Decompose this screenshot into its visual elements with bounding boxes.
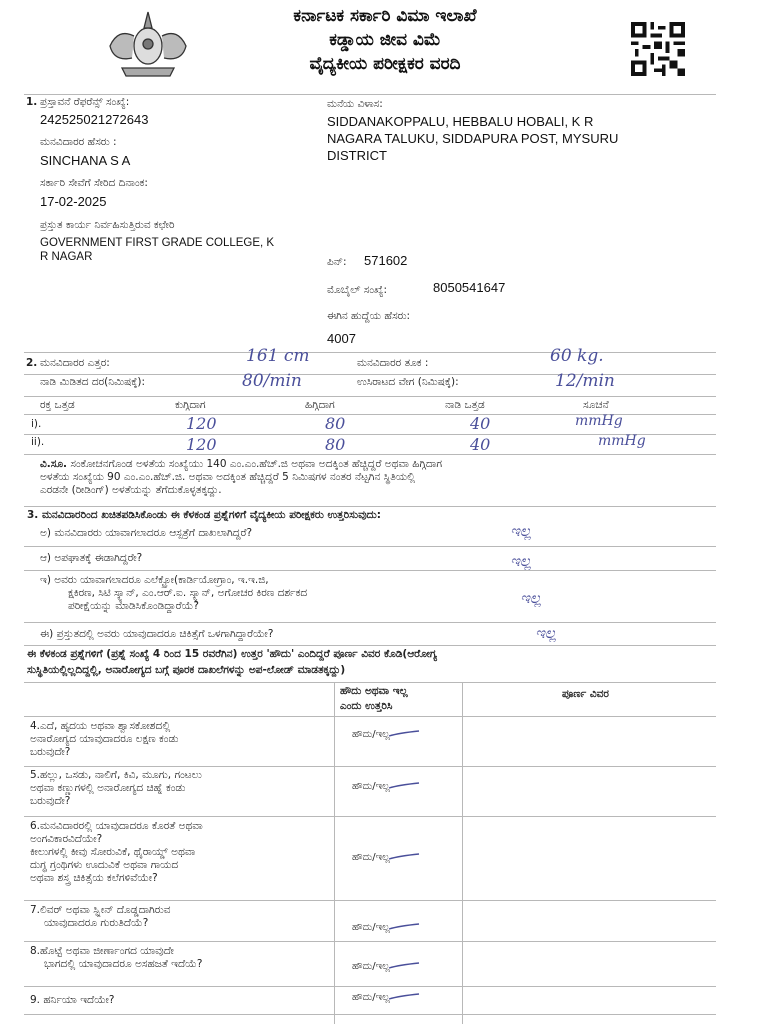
q6-line5: ಅಥವಾ ಶಸ್ತ್ರ ಚಿಕಿತ್ಸೆಯ ಕಲೆಗಳಿವೆಯೇ? bbox=[30, 872, 158, 884]
pulse-rate-value: 80/min bbox=[242, 371, 302, 391]
q6-rule bbox=[24, 816, 716, 817]
bp-row2-systolic: 120 bbox=[186, 435, 217, 454]
q9-answer bbox=[352, 992, 421, 1003]
bp-row2-label: ii). bbox=[31, 436, 45, 448]
bp-row1-label: i). bbox=[31, 418, 42, 430]
q6-deformity bbox=[30, 820, 330, 885]
q4-line1: 4.ಎದೆ, ಹೃದಯ ಅಥವಾ ಶ್ವಾಸಕೋಶದಲ್ಲಿ bbox=[30, 720, 171, 732]
q6-line1: 6.ಮನವಿದಾರರಲ್ಲಿ ಯಾವುದಾದರೂ ಕೊರತೆ ಅಥವಾ bbox=[30, 820, 203, 832]
q3c-line3: ಪರೀಕ್ಷೆಯನ್ನು ಮಾಡಿಸಿಕೊಂಡಿದ್ದಾರೆಯೆ? bbox=[68, 600, 199, 612]
current-office-value-line1: GOVERNMENT FIRST GRADE COLLEGE, K bbox=[40, 237, 275, 249]
weight-label: ಮನವಿದಾರರ ತೂಕ : bbox=[357, 357, 429, 369]
bp-note-prefix: ವಿ.ಸೂ. bbox=[40, 458, 68, 470]
q4-rule bbox=[24, 716, 716, 717]
respiration-rate-label: ಉಸಿರಾಟದ ವೇಗ (ನಿಮಿಷಕ್ಕೆ): bbox=[357, 376, 459, 388]
bp-row1-systolic: 120 bbox=[186, 414, 217, 433]
q8-line1: 8.ಹೊಟ್ಟೆ ಅಥವಾ ಜೀರ್ಣಾಂಗದ ಯಾವುದೇ bbox=[30, 945, 174, 957]
table-col2-header-line2: ಎಂದು ಉತ್ತರಿಸಿ bbox=[340, 700, 393, 712]
q5-strike-mark bbox=[387, 781, 421, 791]
bp-row1-remarks: mmHg bbox=[575, 413, 623, 429]
service-join-date-value: 17-02-2025 bbox=[40, 194, 107, 209]
home-address-line3: DISTRICT bbox=[327, 148, 387, 163]
header-title-line1: ಕರ್ನಾಟಕ ಸರ್ಕಾರಿ ವಿಮಾ ಇಲಾಖೆ bbox=[293, 6, 477, 26]
q3c-rule bbox=[24, 570, 716, 571]
q3d-rule bbox=[24, 622, 716, 623]
q3b-answer: ಇಲ್ಲ bbox=[510, 552, 532, 570]
bp-row2-remarks: mmHg bbox=[598, 433, 646, 449]
q7-strike-mark bbox=[387, 922, 421, 932]
emblem-logo bbox=[104, 6, 192, 80]
q8-strike-mark bbox=[387, 961, 421, 971]
q7-answer bbox=[352, 922, 421, 933]
table-top-rule bbox=[24, 682, 716, 683]
pin-label: ಪಿನ್: bbox=[327, 256, 347, 268]
applicant-name-value: SINCHANA S A bbox=[40, 153, 131, 168]
q8-rule bbox=[24, 941, 716, 942]
q7-line1: 7.ಲಿವರ್ ಅಥವಾ ಸ್ಪ್ಲೀನ್ ದೊಡ್ಡದಾಗಿರುವ bbox=[30, 904, 171, 916]
q9-yes-no-label: ಹೌದು/ಇಲ್ಲ bbox=[352, 992, 390, 1003]
q9-hernia: 9. ಹರ್ನಿಯಾ ಇದೆಯೇ? bbox=[30, 994, 115, 1006]
q5-line3: ಬರುವುದೇ? bbox=[30, 795, 71, 807]
q3d-current-treatment: ಈ) ಪ್ರಸ್ತುತದಲ್ಲಿ ಅವರು ಯಾವುದಾದರೂ ಚಿಕಿತ್ಸೆಗೆ ಒಳಗಾಗಿದ್ದಾರೆಯೇ? bbox=[40, 628, 274, 640]
proposal-ref-value: 242525021272643 bbox=[40, 112, 149, 127]
q6-line3: ಕೀಲುಗಳಲ್ಲಿ ಕೀವು ಸೋರುವಿಕೆ, ಥೈರಾಯ್ಡ್ ಅಥವಾ bbox=[30, 846, 196, 858]
bp-row1-diastolic: 80 bbox=[325, 414, 346, 433]
section2-top-rule bbox=[24, 352, 716, 353]
respiration-rate-value: 12/min bbox=[555, 371, 615, 391]
bp-row2-diastolic: 80 bbox=[325, 435, 346, 454]
section1-number: 1. bbox=[26, 96, 38, 108]
pulse-rate-label: ನಾಡಿ ಮಿಡಿತದ ದರ(ನಿಮಿಷಕ್ಕೆ): bbox=[40, 376, 146, 388]
current-office-label: ಪ್ರಸ್ತುತ ಕಾರ್ಯ ನಿರ್ವಹಿಸುತ್ತಿರುವ ಕಛೇರಿ bbox=[40, 219, 175, 231]
current-post-value: 4007 bbox=[327, 331, 356, 346]
home-address-line1: SIDDANAKOPPALU, HEBBALU HOBALI, K R bbox=[327, 114, 594, 129]
q4-answer bbox=[352, 729, 421, 740]
bp-note-line1: ಸಂಕೋಚನಗೊಂಡ ಅಳತೆಯ ಸಂಖ್ಯೆಯು 140 ಎಂ.ಎಂ.ಹೆಚ್.ಜಿ ಅಥವಾ ಅದಕ್ಕಿಂತ ಹೆಚ್ಚಿದ್ದರೆ ಅಥವಾ ಹಿಗ್ಗಿದಾಗ bbox=[70, 458, 443, 470]
height-value: 161 cm bbox=[246, 346, 310, 366]
q5-answer bbox=[352, 781, 421, 792]
q5-yes-no-label: ಹೌದು/ಇಲ್ಲ bbox=[352, 781, 390, 792]
q6-line2: ಅಂಗವಿಕಾರವಿದೆಯೇ? bbox=[30, 833, 103, 845]
q3c-line2: ಕ್ಷಕಿರಣ, ಸಿಟಿ ಸ್ಕ್ಯಾನ್, ಎಂ.ಆರ್.ಐ. ಸ್ಕ್ಯಾನ್, ಅಗೋಚರ ಕಿರಣ ದರ್ಶಕದ bbox=[68, 587, 308, 599]
bp-header-rule bbox=[24, 396, 716, 397]
current-post-label: ಈಗಿನ ಹುದ್ದೆಯ ಹೆಸರು: bbox=[327, 310, 411, 322]
q6-line4: ದುಗ್ಧ ಗ್ರಂಥಿಗಳು ಊದುವಿಕೆ ಅಥವಾ ಗಾಯದ bbox=[30, 859, 179, 871]
section2-number: 2. bbox=[26, 357, 38, 369]
q6-answer bbox=[352, 852, 421, 863]
q4-yes-no-label: ಹೌದು/ಇಲ್ಲ bbox=[352, 729, 390, 740]
q9-rule bbox=[24, 986, 716, 987]
q8-yes-no-label: ಹೌದು/ಇಲ್ಲ bbox=[352, 961, 390, 972]
instructions-line1: ಈ ಕೆಳಕಂಡ ಪ್ರಶ್ನೆಗಳಿಗೆ (ಪ್ರಶ್ನೆ ಸಂಖ್ಯೆ 4 ರಿಂದ 15 ರವರೆಗಿನ) ಉತ್ತರ 'ಹೌದು' ಎಂದಿದ್ದರೆ ಪೂರ್ಣ ವಿವರ ಕೊಡಿ(ಆರೋಗ್ಯ bbox=[27, 648, 437, 660]
mobile-value: 8050541647 bbox=[433, 280, 506, 295]
bp-note-line2: ಅಳತೆಯ ಸಂಖ್ಯೆಯ 90 ಎಂ.ಎಂ.ಹೆಚ್.ಜಿ. ಅಥವಾ ಅದಕ್ಕಿಂತ ಹೆಚ್ಚಿದ್ದರೆ 5 ನಿಮಿಷಗಳ ನಂತರ ನೆಟ್ಟಗಿನ ಸ್ಥಿತಿಯಲ್ಲಿ bbox=[40, 471, 416, 483]
pin-value: 571602 bbox=[364, 253, 408, 268]
q3a-hospitalized: ಅ) ಮನವಿದಾರರು ಯಾವಾಗಲಾದರೂ ಆಸ್ಪತ್ರೆಗೆ ದಾಖಲಾಗಿದ್ದರೆ? bbox=[40, 527, 253, 539]
q7-yes-no-label: ಹೌದು/ಇಲ್ಲ bbox=[352, 922, 390, 933]
section3-top-rule bbox=[24, 506, 716, 507]
table-col3-header: ಪೂರ್ಣ ವಿವರ bbox=[562, 688, 609, 700]
q5-line1: 5.ಹಲ್ಲು, ಒಸಡು, ನಾಲಿಗೆ, ಕಿವಿ, ಮೂಗು, ಗಂಟಲು bbox=[30, 769, 202, 781]
q6-strike-mark bbox=[387, 852, 421, 862]
height-label: ಮನವಿದಾರರ ಎತ್ತರ: bbox=[40, 357, 110, 369]
bp-note bbox=[40, 458, 710, 497]
q7-rule bbox=[24, 900, 716, 901]
table-col-divider-1 bbox=[334, 682, 335, 1024]
q3c-answer: ಇಲ್ಲ bbox=[520, 589, 542, 607]
section3-heading: 3. ಮನವಿದಾರರಿಂದ ಖಚಿತಪಡಿಸಿಕೊಂಡು ಈ ಕೆಳಕಂಡ ಪ್ರಶ್ನೆಗಳಿಗೆ ವೈದ್ಯಕೀಯ ಪರೀಕ್ಷಕರು ಉತ್ತರಿಸುವುದು: bbox=[27, 509, 381, 521]
weight-value: 60 kg. bbox=[550, 346, 604, 366]
instructions-top-rule bbox=[24, 645, 716, 646]
mobile-label: ಮೊಬೈಲ್ ಸಂಖ್ಯೆ: bbox=[327, 284, 388, 296]
q7-line2: ಯಾವುದಾದರೂ ಗುರುತಿದೆಯೆ? bbox=[44, 917, 149, 929]
q4-line2: ಅನಾರೋಗ್ಯದ ಯಾವುದಾದರೂ ಲಕ್ಷಣ ಕಂಡು bbox=[30, 733, 179, 745]
bp-row1-pulse-pressure: 40 bbox=[470, 414, 491, 433]
q3a-answer: ಇಲ್ಲ bbox=[510, 522, 532, 540]
proposal-ref-label: ಪ್ರಸ್ತಾವನೆ ರೆಫರೆನ್ಸ್ ಸಂಖ್ಯೆ: bbox=[40, 96, 130, 108]
bp-header-label: ರಕ್ತ ಒತ್ತಡ bbox=[40, 399, 75, 411]
q9-strike-mark bbox=[387, 992, 421, 1002]
q3c-diagnostic-tests bbox=[40, 574, 307, 613]
bp-header-remarks: ಸೂಚನೆ bbox=[583, 399, 609, 411]
qr-code-icon bbox=[630, 22, 686, 76]
table-col2-header-line1: ಹೌದು ಅಥವಾ ಇಲ್ಲ bbox=[340, 685, 408, 697]
service-join-date-label: ಸರ್ಕಾರಿ ಸೇವೆಗೆ ಸೇರಿದ ದಿನಾಂಕ: bbox=[40, 177, 148, 189]
q5-rule bbox=[24, 766, 716, 767]
instructions-line2: ಸುಸ್ಥಿತಿಯಲ್ಲಿಲ್ಲದಿದ್ದಲ್ಲಿ, ಅನಾರೋಗ್ಯದ ಬಗ್ಗೆ ಪೂರಕ ದಾಖಲೆಗಳನ್ನು ಅಪ-ಲೋಡ್ ಮಾಡತಕ್ಕದ್ದು) bbox=[27, 664, 346, 676]
q5-teeth-ent-eyes bbox=[30, 769, 330, 808]
q7-liver-spleen bbox=[30, 904, 330, 930]
header-title-line3: ವೈದ್ಯಕೀಯ ಪರೀಕ್ಷಕರ ವರದಿ bbox=[309, 54, 461, 74]
bp-note-rule bbox=[24, 454, 716, 455]
bp-note-line3: ಎರಡನೇ (ರೀಡಿಂಗ್) ಅಳತೆಯನ್ನು ತೆಗೆದುಕೊಳ್ಳತಕ್ಕದ್ದು. bbox=[40, 484, 222, 496]
q6-yes-no-label: ಹೌದು/ಇಲ್ಲ bbox=[352, 852, 390, 863]
table-col-divider-2 bbox=[462, 682, 463, 1024]
header-title-line2: ಕಡ್ಡಾಯ ಜೀವ ವಿಮೆ bbox=[329, 30, 441, 50]
current-office-value-line2: R NAGAR bbox=[40, 251, 93, 263]
q3b-rule bbox=[24, 546, 716, 547]
bp-header-pulse-pressure: ನಾಡಿ ಒತ್ತಡ bbox=[445, 399, 485, 411]
q4-strike-mark bbox=[387, 729, 421, 739]
q4-chest-heart-lungs bbox=[30, 720, 330, 759]
bp-header-diastolic: ಹಿಗ್ಗಿದಾಗ bbox=[305, 399, 335, 411]
q8-line2: ಭಾಗದಲ್ಲಿ ಯಾವುದಾದರೂ ಅಸಹಜತೆ ಇದೆಯೆ? bbox=[44, 958, 203, 970]
q3b-accident: ಆ) ಅಪಘಾತಕ್ಕೆ ಈಡಾಗಿದ್ದರೇ? bbox=[40, 552, 143, 564]
home-address-label: ಮನೆಯ ವಿಳಾಸ: bbox=[327, 98, 383, 110]
home-address-line2: NAGARA TALUKU, SIDDAPURA POST, MYSURU bbox=[327, 131, 619, 146]
q4-line3: ಬರುವುದೇ? bbox=[30, 746, 71, 758]
q3d-answer: ಇಲ್ಲ bbox=[535, 624, 557, 642]
section1-top-rule bbox=[24, 94, 716, 95]
bp-header-systolic: ಕುಗ್ಗಿದಾಗ bbox=[175, 399, 206, 411]
bp-row2-pulse-pressure: 40 bbox=[470, 435, 491, 454]
q8-stomach-digestive bbox=[30, 945, 330, 971]
q3c-line1: ಇ) ಅವರು ಯಾವಾಗಲಾದರೂ ಎಲೆಕ್ಟ್ರೋ(ಕಾರ್ಡಿಯೋಗ್ರಾಂ, ಇ.ಇ.ಜಿ, bbox=[40, 574, 269, 586]
q5-line2: ಅಥವಾ ಕಣ್ಣುಗಳಲ್ಲಿ ಅನಾರೋಗ್ಯದ ಚಿಹ್ನೆ ಕಂಡು bbox=[30, 782, 186, 794]
q8-answer bbox=[352, 961, 421, 972]
applicant-name-label: ಮನವಿದಾರರ ಹೆಸರು : bbox=[40, 136, 117, 148]
q9-bottom-rule bbox=[24, 1014, 716, 1015]
